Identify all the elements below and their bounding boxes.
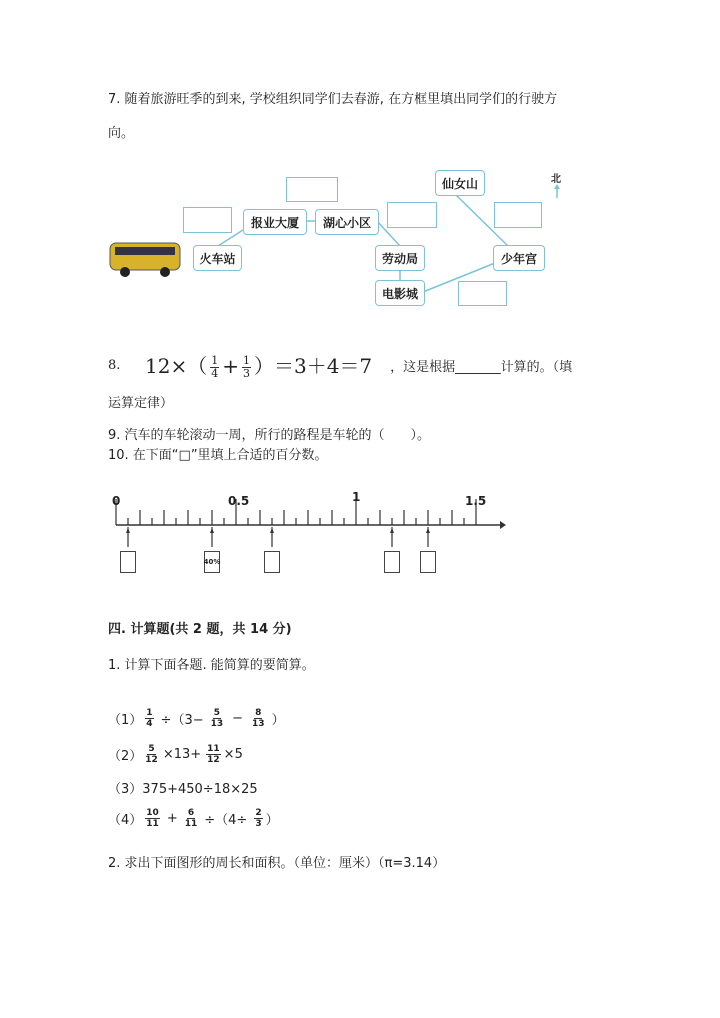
q8-number: 8. [108, 357, 121, 373]
fraction: $\frac{1}{3}$ [242, 354, 250, 380]
q8-line [108, 350, 572, 380]
place-laodong: 劳动局 [375, 245, 425, 271]
pointer-arrowhead [210, 528, 214, 533]
north-label: 北 [551, 174, 561, 185]
place-huoche: 火车站 [193, 245, 242, 271]
percent-answer-box[interactable] [264, 551, 280, 573]
section-title: 四. 计算题(共 2 题，共 14 分) [108, 622, 292, 637]
direction-answer-box[interactable] [387, 202, 437, 228]
nl-label-1.5: 1.5 [465, 494, 487, 508]
direction-answer-box[interactable] [494, 202, 542, 228]
place-baoye: 报业大厦 [243, 209, 307, 235]
place-huxin: 湖心小区 [315, 209, 379, 235]
nl-label-0: 0 [112, 494, 121, 508]
q7-text-2: 向。 [108, 126, 135, 141]
plus: + [222, 354, 239, 378]
nl-label-0.5: 0.5 [228, 494, 250, 508]
fraction: $\frac{1}{4}$ [211, 354, 219, 380]
pointer-arrowhead [426, 528, 430, 533]
place-shaonian: 少年宫 [493, 245, 545, 271]
pointer-arrowhead [126, 528, 130, 533]
place-xiannv: 仙女山 [435, 170, 485, 196]
route-lines [0, 0, 720, 330]
direction-answer-box[interactable] [286, 177, 338, 202]
calc-item-3: （3）375+450÷18×25 [108, 782, 258, 797]
calc-item-2: （2） $\frac{5}{12}$ ×13+ $\frac{11}{12}$ ×5 [108, 744, 243, 765]
axis-arrow-icon [500, 521, 506, 529]
c2-title: 2. 求出下面图形的周长和面积。（单位：厘米）（π=3.14） [108, 856, 446, 871]
bus-icon [110, 243, 180, 277]
percent-given-box: 40% [204, 551, 220, 573]
q8-text: ，这是根据_______计算的。（填 [390, 359, 573, 375]
expr-suffix: ）＝3＋4＝7 [253, 354, 373, 378]
calc-item-4: （4） $\frac{10}{11}$ + $\frac{6}{11}$ ÷（4÷ $\frac{2}{3}$ ） [108, 808, 279, 829]
percent-answer-box[interactable] [120, 551, 136, 573]
place-dianying: 电影城 [375, 280, 425, 306]
calc-item-1: （1） $\frac{1}{4}$ ÷（3− $\frac{5}{13}$ − $\frac{8}{13}$ ） [108, 708, 285, 729]
q10-text: 10. 在下面“□”里填上合适的百分数。 [108, 448, 328, 463]
direction-answer-box[interactable] [458, 281, 507, 306]
q8-expression [145, 350, 372, 380]
pointer-arrowhead [270, 528, 274, 533]
pointer-arrowhead [390, 528, 394, 533]
percent-answer-box[interactable] [384, 551, 400, 573]
q8-text-2: 运算定律） [108, 396, 174, 411]
q7-text: 7. 随着旅游旺季的到来, 学校组织同学们去春游, 在方框里填出同学们的行驶方 [108, 92, 558, 107]
nl-label-1: 1 [352, 490, 361, 504]
q9-text: 9. 汽车的车轮滚动一周，所行的路程是车轮的（ ）。 [108, 428, 431, 443]
percent-answer-box[interactable] [420, 551, 436, 573]
c1-title: 1. 计算下面各题. 能简算的要简算。 [108, 658, 315, 673]
expr-prefix: 12×（ [145, 354, 208, 378]
direction-answer-box[interactable] [183, 207, 232, 233]
